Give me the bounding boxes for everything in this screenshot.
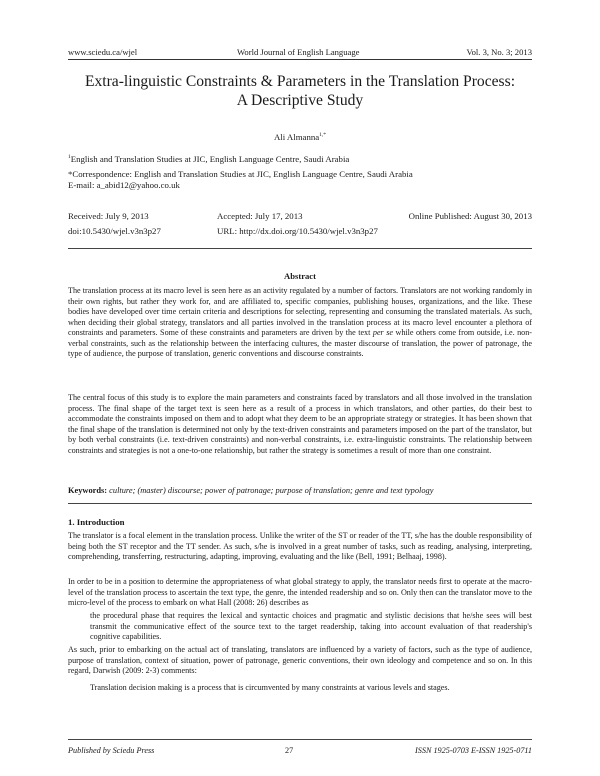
correspondence-text: *Correspondence: English and Translation Studies at JIC, English Language Centre, Saudi Arabia <box>68 169 413 179</box>
accepted-date: Accepted: July 17, 2013 <box>217 211 303 221</box>
block-quote-hall: the procedural phase that requires the lexical and syntactic choices and pragmatic and stylistic decisions that he/she sees will best transmit the communicative effect of the source text to the target readership, taking into account evaluation of that readership's cognitive capabilities. <box>90 611 532 641</box>
affiliation-1 <box>68 152 532 165</box>
intro-paragraph-1: The translator is a focal element in the translation process. Unlike the writer of the ST or reader of the TT, s/he has the double responsibility of being both the ST receptor and the TT sender. As such, s/he is involved in a great number of tasks, such as reading, analysing, interpreting, comprehending, transferring, restructuring, adapting, improving, evaluating and the like (Bell, 1991; Belhaaj, 1998). <box>68 531 532 561</box>
section-introduction-heading: 1. Introduction <box>68 517 125 527</box>
abstract-p1-part-a: The translation process at its macro level is seen here as an activity regulated by a number of factors. Translators are not working randomly in their own rights, but rather they work for, and are affiliated to, specific companies, publishing houses, organizations, and the like. These bodies have developed over time certain criteria and descriptions for selecting, representing and consuming the translated materials. As such, when deciding their global strategy, translators and all parties involved in the translation process at its macro level encounter a plethora of constraints and parameters. Some of these constraints and parameters are driven by the text <box>68 286 532 337</box>
intro-paragraph-3: As such, prior to embarking on the actual act of translating, translators are influenced by a variety of factors, such as the type of audience, purpose of translation, context of situation, power of patronage, generic conventions, their own ideology and competence and so on. In this regard, Darwish (2009: 2-3) comments: <box>68 645 532 675</box>
abstract-heading: Abstract <box>284 271 316 281</box>
received-date: Received: July 9, 2013 <box>68 211 149 221</box>
abstract-p1-italic: per se <box>372 328 393 337</box>
block-quote-darwish: Translation decision making is a process that is circumvented by many constraints at various levels and stages. <box>90 683 450 692</box>
author-line <box>68 132 532 142</box>
footer-page-number: 27 <box>285 746 294 755</box>
abstract-paragraph-1 <box>68 286 532 360</box>
paper-title-line-2: A Descriptive Study <box>236 92 364 109</box>
abstract-paragraph-2: The central focus of this study is to explore the main parameters and constraints faced by translators and all those involved in the translation process. The final shape of the target text is seen here as a result of a process in which translators, and other parties, do their best to accommodate the constraints imposed on them and to adopt what they deem to be an appropriate strategy or strategies. It has been shown that the final shape of the translation is determined not only by the text-driven constraints and parameters imposed on the part of the translator, but by both verbal constraints (i.e. text-driven constraints) and non-verbal constraints, i.e. extra-linguistic constraints. The relationship between constraints and strategies is not a one-to-one relationship, but rather the strategy is sometimes a result of more than one constraint. <box>68 393 532 455</box>
running-header <box>68 47 532 59</box>
affiliation-1-text: English and Translation Studies at JIC, English Language Centre, Saudi Arabia <box>70 153 350 164</box>
footer-issn: ISSN 1925-0703 E-ISSN 1925-0711 <box>415 746 532 755</box>
keywords-label: Keywords: <box>68 486 108 495</box>
published-date: Online Published: August 30, 2013 <box>408 211 532 221</box>
identifiers <box>68 226 532 238</box>
header-journal-name: World Journal of English Language <box>237 47 360 57</box>
abstract-top-divider <box>68 248 532 249</box>
header-volume: Vol. 3, No. 3; 2013 <box>466 47 532 57</box>
doi[interactable]: doi:10.5430/wjel.v3n3p27 <box>68 226 161 236</box>
paper-title <box>68 72 532 110</box>
header-divider <box>68 59 532 60</box>
keywords <box>68 486 532 495</box>
footer-divider <box>68 739 532 740</box>
paper-title-line-1: Extra-linguistic Constraints & Parameters in the Translation Process: <box>84 73 516 90</box>
author-name: Ali Almanna <box>273 132 320 142</box>
abstract-p1-part-b: while others come from outside, i.e. non-verbal constraints, such as the relationship between the interfacing cultures, the master discourse of translation, the power of patronage, the type of audience, the purpose of translation, generic conventions and discourse constraints. <box>68 328 532 358</box>
footer-publisher: Published by Sciedu Press <box>68 746 155 755</box>
email[interactable]: E-mail: a_abid12@yahoo.co.uk <box>68 180 180 190</box>
url[interactable]: URL: http://dx.doi.org/10.5430/wjel.v3n3p27 <box>217 226 378 236</box>
publication-dates <box>68 211 532 223</box>
keywords-text: culture; (master) discourse; power of patronage; purpose of translation; genre and text typology <box>109 486 434 495</box>
abstract-bottom-divider <box>68 503 532 504</box>
intro-paragraph-2: In order to be in a position to determine the appropriateness of what global strategy to apply, the translator needs first to operate at the macro-level of the translation process to ascertain the text type, the genre, the intended readership and so on. Only then can the translator move to the micro-level of the process to embark on what Hall (2008: 26) describes as <box>68 577 532 607</box>
correspondence <box>68 169 532 191</box>
header-website[interactable]: www.sciedu.ca/wjel <box>68 47 138 57</box>
author-superscript: 1,* <box>319 132 327 139</box>
affiliation-1-superscript: 1 <box>68 154 71 160</box>
page-footer <box>68 746 532 758</box>
